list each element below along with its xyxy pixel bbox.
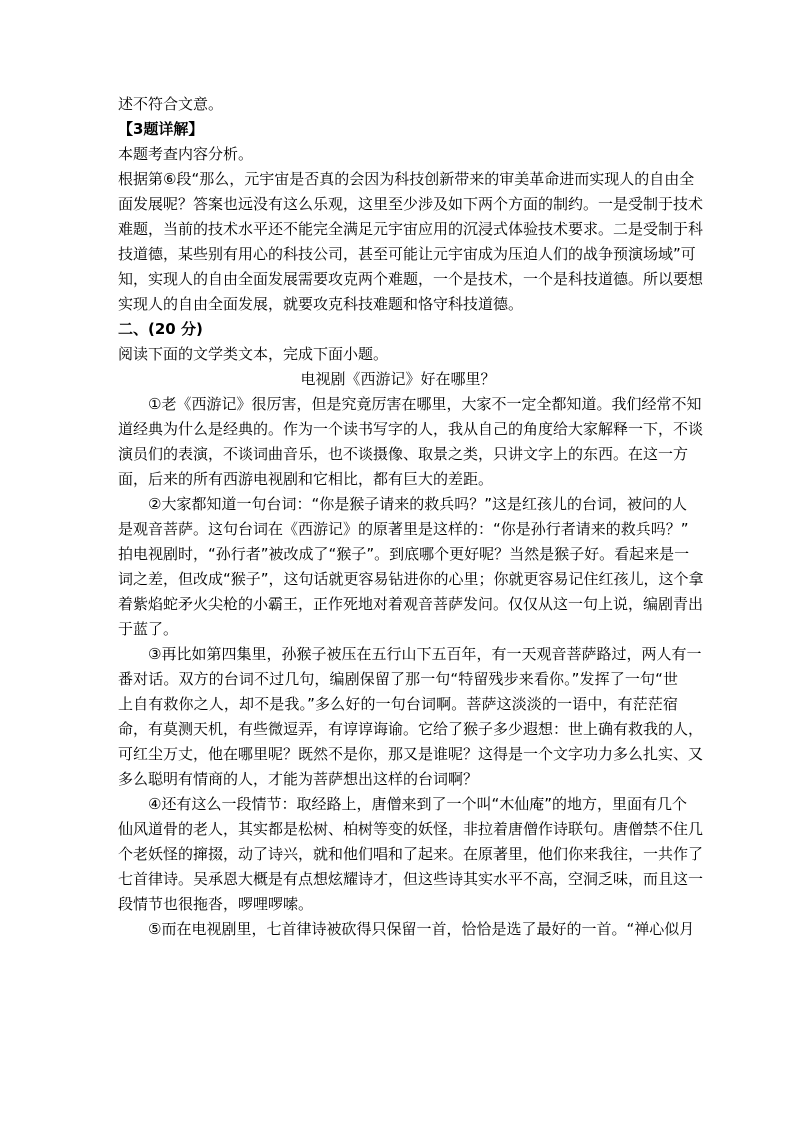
text-line: 面，后来的所有西游电视剧和它相比，都有巨大的差距。 xyxy=(118,470,494,488)
text-line: 根据第⑥段“那么，元宇宙是否真的会因为科技创新带来的审美革命进而实现人的自由全 xyxy=(118,170,695,188)
text-line: 上自有救你之人，却不是我。”多么好的一句台词啊。菩萨这淡淡的一语中，有茫茫宿 xyxy=(118,695,678,713)
text-line: 命，有莫测天机，有些微逗弄，有谆谆诲谕。它给了猴子多少遐想：世上确有救我的人， xyxy=(118,720,704,738)
text-line: 述不符合文意。 xyxy=(118,95,224,113)
text-line: ③再比如第四集里，孙猴子被压在五行山下五百年，有一天观音菩萨路过，两人有一 xyxy=(148,645,702,663)
text-line: 番对话。双方的台词不过几句，编剧保留了那一句“特留残步来看你。”发挥了一句“世 xyxy=(118,670,678,688)
text-line: 于蓝了。 xyxy=(118,620,179,638)
text-line: 段情节也很拖沓，啰哩啰嗦。 xyxy=(118,895,314,913)
document-page xyxy=(118,92,704,942)
text-line: 是观音菩萨。这句台词在《西游记》的原著里是这样的：“你是孙行者请来的救兵吗？” xyxy=(118,520,689,538)
document-body xyxy=(118,92,704,942)
text-line: 词之差，但改成“猴子”，这句话就更容易钻进你的心里；你就更容易记住红孩儿，这个拿 xyxy=(118,570,704,588)
text-line: 仙风道骨的老人，其实都是松树、柏树等变的妖怪，非拉着唐僧作诗联句。唐僧禁不住几 xyxy=(118,820,704,838)
text-line: 实现人的自由全面发展，就要攻克科技难题和恪守科技道德。 xyxy=(118,295,524,313)
text-line: 【3题详解】 xyxy=(118,120,204,138)
text-line: 二、(20 分) xyxy=(118,320,203,338)
text-line: 本题考查内容分析。 xyxy=(118,145,254,163)
text-line: 个老妖怪的撺掇，动了诗兴，就和他们唱和了起来。在原著里，他们你来我往，一共作了 xyxy=(118,845,704,863)
text-line: 多么聪明有情商的人，才能为菩萨想出这样的台词啊？ xyxy=(118,770,479,788)
text-line: 着紫焰蛇矛火尖枪的小霸王，正作死地对着观音菩萨发问。仅仅从这一句上说，编剧青出 xyxy=(118,595,704,613)
text-line: 七首律诗。吴承恩大概是有点想炫耀诗才，但这些诗其实水平不高，空洞乏味，而且这一 xyxy=(118,870,704,888)
text-line: 拍电视剧时，“孙行者”被改成了“猴子”。到底哪个更好呢？当然是猴子好。看起来是一 xyxy=(118,545,690,563)
text-line: 知，实现人的自由全面发展需要攻克两个难题，一个是技术，一个是科技道德。所以要想 xyxy=(118,270,704,288)
text-line: ④还有这么一段情节：取经路上，唐僧来到了一个叫“木仙庵”的地方，里面有几个 xyxy=(148,795,687,813)
text-line: 电视剧《西游记》好在哪里？ xyxy=(300,370,496,388)
text-line: ①老《西游记》很厉害，但是究竟厉害在哪里，大家不一定全都知道。我们经常不知 xyxy=(148,395,702,413)
text-line: 可红尘万丈，他在哪里呢？既然不是你，那又是谁呢？这得是一个文字功力多么扎实、又 xyxy=(118,745,704,763)
text-line: ②大家都知道一句台词：“你是猴子请来的救兵吗？”这是红孩儿的台词，被问的人 xyxy=(148,495,687,513)
text-line: 技道德，某些别有用心的科技公司，甚至可能让元宇宙成为压迫人们的战争预演场域”可 xyxy=(118,245,696,263)
text-line: 面发展呢？答案也远没有这么乐观，这里至少涉及如下两个方面的制约。一是受制于技术 xyxy=(118,195,704,213)
text-line: 阅读下面的文学类文本，完成下面小题。 xyxy=(118,345,389,363)
text-line: 演员们的表演，不谈词曲音乐，也不谈摄像、取景之类，只讲文字上的东西。在这一方 xyxy=(118,445,689,463)
text-line: 难题，当前的技术水平还不能完全满足元宇宙应用的沉浸式体验技术要求。二是受制于科 xyxy=(118,220,704,238)
text-line: 道经典为什么是经典的。作为一个读书写字的人，我从自己的角度给大家解释一下，不谈 xyxy=(118,420,704,438)
text-line: ⑤而在电视剧里，七首律诗被砍得只保留一首，恰恰是选了最好的一首。“禅心似月 xyxy=(148,920,695,938)
